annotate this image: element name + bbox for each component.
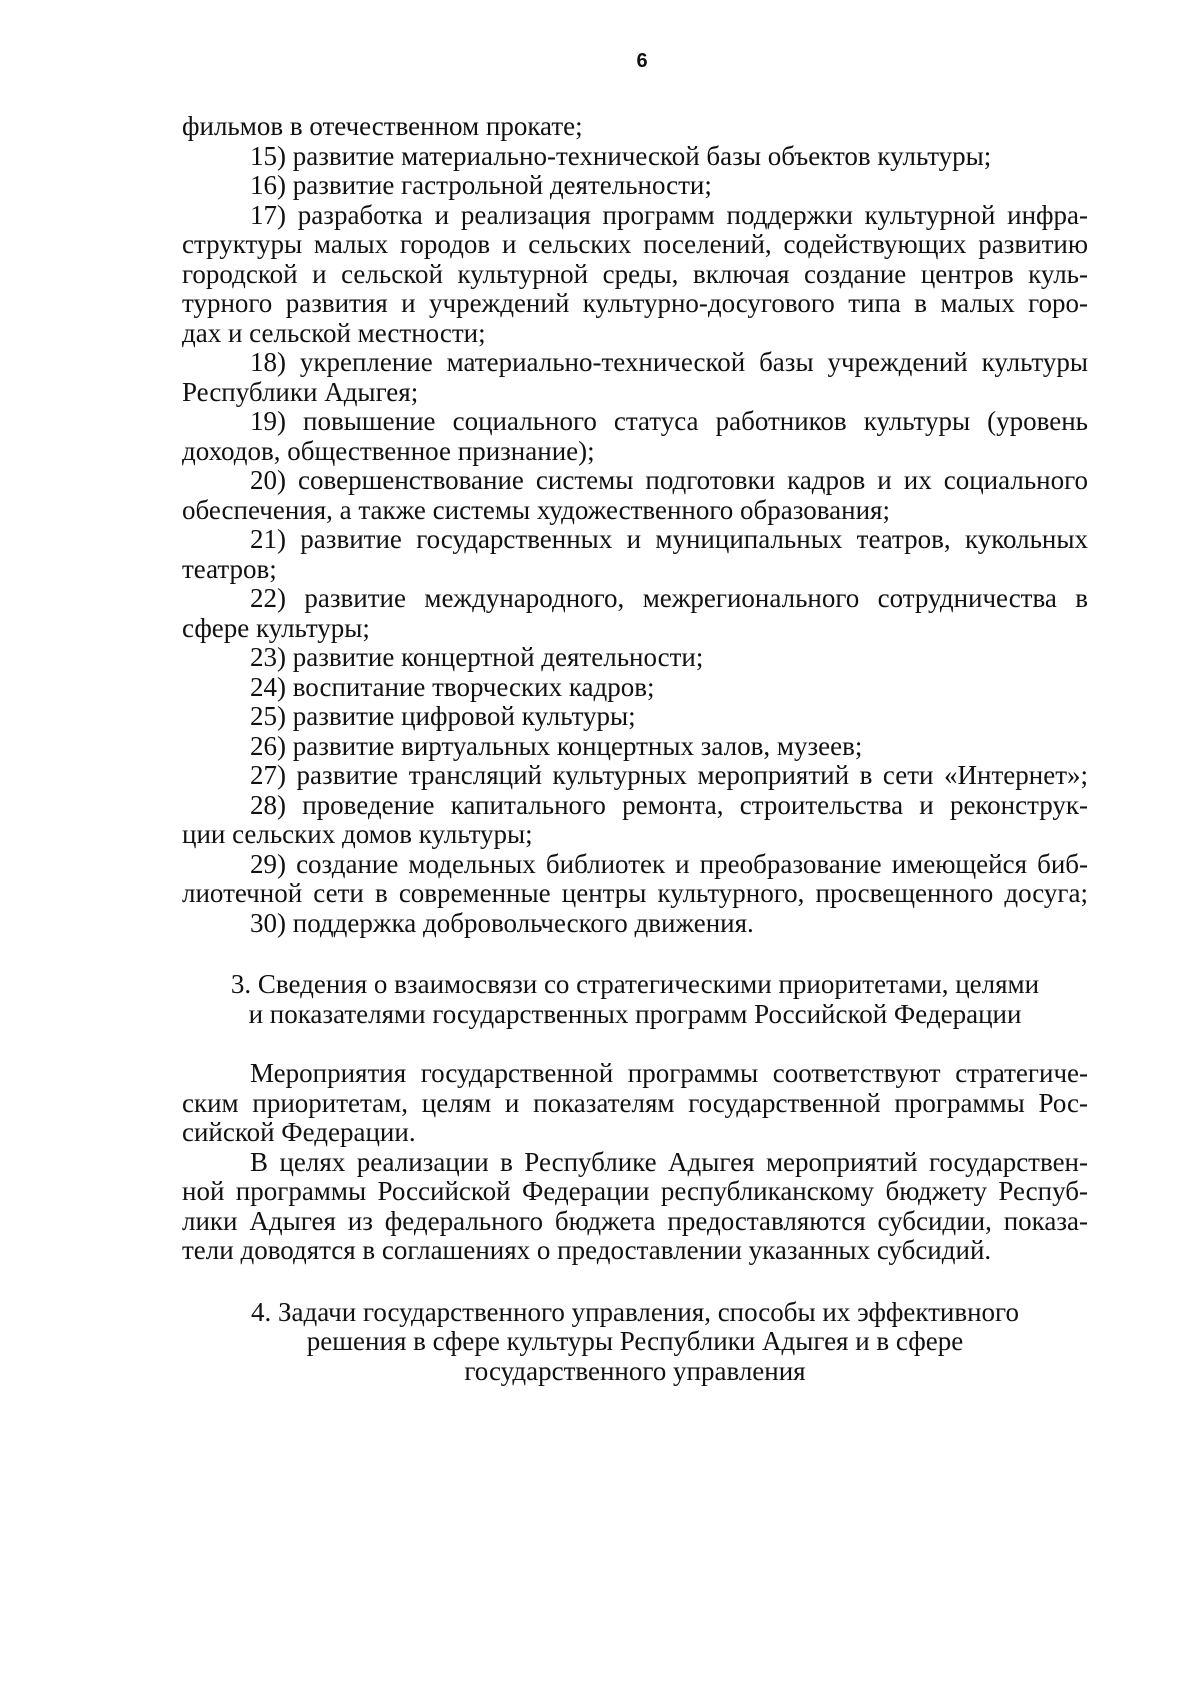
list-line: ции сельских домов культуры; (182, 820, 533, 849)
list-line: 23) развитие концертной деятельности; (250, 643, 704, 672)
paragraph-line: В целях реализации в Республике Адыгея мероприятий государствен- (250, 1147, 1088, 1177)
paragraph-line: лики Адыгея из федерального бюджета предоставляются субсидии, показа- (182, 1206, 1088, 1236)
list-line: 19) повышение социального статуса работников культуры (уровень (250, 407, 1088, 436)
list-line: фильмов в отечественном прокате; (182, 112, 583, 141)
heading-line: и показателями государственных программ Российской Федерации (248, 999, 1022, 1029)
list-line: городской и сельской культурной среды, включая создание центров куль- (182, 259, 1088, 289)
paragraph-line: Мероприятия государственной программы соответствуют стратегиче- (250, 1059, 1088, 1088)
list-line: 21) развитие государственных и муниципальных театров, кукольных (250, 525, 1088, 554)
priority-list (182, 112, 1088, 938)
spacer (182, 938, 1088, 970)
spacer (182, 1029, 1088, 1059)
list-line: дах и сельской местности; (182, 318, 486, 348)
page-number: 6 (636, 50, 648, 72)
paragraph-line: ной программы Российской Федерации республиканскому бюджету Респуб- (182, 1177, 1088, 1206)
section-3-body (182, 1059, 1088, 1266)
list-line: 28) проведение капитального ремонта, строительства и реконструк- (250, 790, 1088, 820)
list-line: театров; (182, 554, 277, 584)
list-line: 24) воспитание творческих кадров; (250, 672, 655, 702)
list-line: Республики Адыгея; (182, 377, 419, 407)
heading-line: 3. Сведения о взаимосвязи со стратегическими приоритетами, целями (230, 970, 1040, 999)
heading-line: 4. Задачи государственного управления, способы их эффективного (251, 1297, 1019, 1327)
list-line: 27) развитие трансляций культурных мероприятий в сети «Интернет»; (250, 761, 1088, 790)
list-line: 18) укрепление материально-технической базы учреждений культуры (250, 348, 1088, 377)
section-3-heading (182, 970, 1088, 1029)
list-line: турного развития и учреждений культурно-досугового типа в малых горо- (182, 289, 1088, 318)
list-line: 17) разработка и реализация программ поддержки культурной инфра- (250, 200, 1088, 230)
list-line: лиотечной сети в современные центры культурного, просвещенного досуга; (182, 879, 1088, 908)
list-line: 26) развитие виртуальных концертных залов, музеев; (250, 731, 863, 761)
list-line: обеспечения, а также системы художественного образования; (182, 495, 890, 525)
list-line: доходов, общественное признание); (182, 436, 595, 466)
list-line: 30) поддержка добровольческого движения. (250, 908, 754, 938)
list-line: 15) развитие материально-технической базы объектов культуры; (250, 141, 992, 171)
list-line: сфере культуры; (182, 613, 370, 643)
list-line: 25) развитие цифровой культуры; (250, 702, 636, 731)
document-body (182, 112, 1088, 1386)
paragraph-line: сийской Федерации. (182, 1118, 416, 1147)
heading-line: государственного управления (464, 1356, 806, 1386)
list-line: 16) развитие гастрольной деятельности; (250, 171, 712, 200)
list-line: 20) совершенствование системы подготовки кадров и их социального (250, 466, 1088, 495)
spacer (182, 1266, 1088, 1298)
paragraph-line: ским приоритетам, целям и показателям государственной программы Рос- (182, 1088, 1088, 1118)
list-line: 29) создание модельных библиотек и преобразование имеющейся биб- (250, 849, 1088, 879)
heading-line: решения в сфере культуры Республики Адыгея и в сфере (306, 1327, 964, 1356)
list-line: структуры малых городов и сельских поселений, содействующих развитию (182, 230, 1088, 259)
list-line: 22) развитие международного, межрегионального сотрудничества в (250, 584, 1088, 613)
paragraph-line: тели доводятся в соглашениях о предоставлении указанных субсидий. (182, 1236, 992, 1265)
section-4-heading (182, 1298, 1088, 1387)
